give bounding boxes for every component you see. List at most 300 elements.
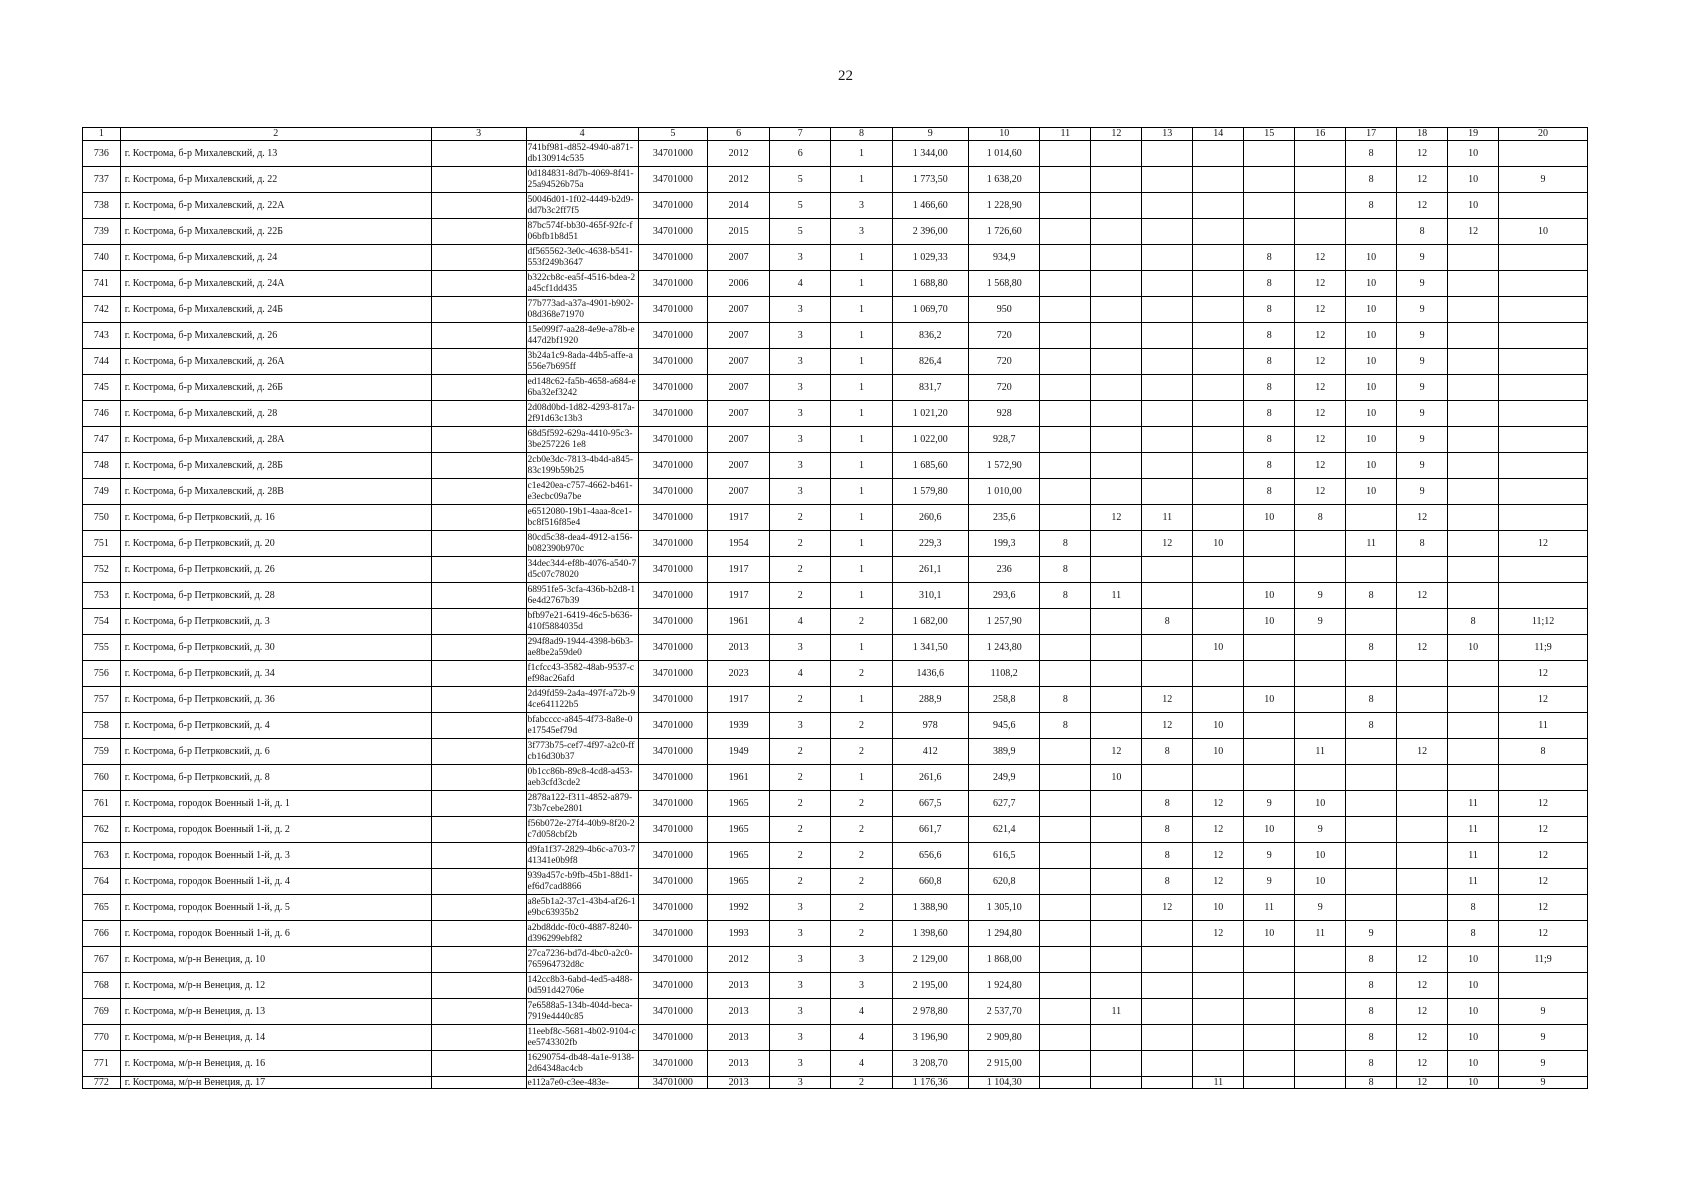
fias-code-cell: 11eebf8c-5681-4b02-9104-cee5743302fb (526, 1025, 638, 1051)
table-cell: 1965 (708, 817, 770, 843)
table-cell (1346, 557, 1397, 583)
table-cell (1040, 739, 1091, 765)
table-cell: 747 (83, 427, 121, 453)
table-cell (1091, 713, 1142, 739)
table-cell: 8 (1040, 713, 1091, 739)
table-cell: 8 (1448, 609, 1499, 635)
table-cell: 12 (1499, 661, 1588, 687)
table-cell: 763 (83, 843, 121, 869)
table-cell: 3 (831, 947, 892, 973)
table-cell: 9 (1295, 817, 1346, 843)
table-cell: 2 (831, 921, 892, 947)
table-cell: 2007 (708, 401, 770, 427)
table-cell: 2 (831, 661, 892, 687)
table-cell (1397, 661, 1448, 687)
table-cell: 9 (1244, 791, 1295, 817)
table-row (83, 453, 1588, 479)
table-cell: 10 (1448, 193, 1499, 219)
fias-code-cell: 80cd5c38-dea4-4912-a156-b082390b970c (526, 531, 638, 557)
table-cell: 5 (770, 193, 831, 219)
table-row (83, 791, 1588, 817)
table-cell: 229,3 (892, 531, 968, 557)
table-cell (1193, 505, 1244, 531)
table-cell: 8 (1244, 401, 1295, 427)
table-cell (1040, 453, 1091, 479)
table-cell: 12 (1193, 869, 1244, 895)
table-cell: 8 (1346, 167, 1397, 193)
column-header: 4 (526, 128, 638, 141)
table-cell (1193, 401, 1244, 427)
table-cell: 12 (1397, 635, 1448, 661)
table-cell: 1 572,90 (969, 453, 1040, 479)
table-cell (1142, 375, 1193, 401)
table-cell: 1 682,00 (892, 609, 968, 635)
table-cell (1142, 947, 1193, 973)
table-cell (1142, 427, 1193, 453)
table-cell: 34701000 (638, 297, 707, 323)
fias-code-cell: 27ca7236-bd7d-4bc0-a2c0-765964732d8c (526, 947, 638, 973)
table-cell (1448, 713, 1499, 739)
table-cell: 3 (831, 973, 892, 999)
table-cell: 616,5 (969, 843, 1040, 869)
table-cell (1499, 401, 1588, 427)
table-cell (1142, 635, 1193, 661)
address-cell: г. Кострома, м/р-н Венеция, д. 12 (120, 973, 431, 999)
table-cell (431, 739, 526, 765)
table-cell: 8 (1142, 609, 1193, 635)
table-cell: 8 (1040, 557, 1091, 583)
table-cell (1397, 921, 1448, 947)
table-cell (1091, 791, 1142, 817)
table-cell: 34701000 (638, 635, 707, 661)
table-cell: 12 (1295, 323, 1346, 349)
address-cell: г. Кострома, городок Военный 1-й, д. 2 (120, 817, 431, 843)
table-cell (1346, 791, 1397, 817)
table-cell: 12 (1142, 895, 1193, 921)
table-cell: 1 (831, 323, 892, 349)
fias-code-cell: a2bd8ddc-f0c0-4887-8240-d396299ebf82 (526, 921, 638, 947)
table-cell: 12 (1142, 713, 1193, 739)
fias-code-cell: b322cb8c-ea5f-4516-bdea-2a45cf1dd435 (526, 271, 638, 297)
table-cell: 2012 (708, 947, 770, 973)
table-cell: 12 (1397, 739, 1448, 765)
table-cell: 11;9 (1499, 947, 1588, 973)
table-cell (1244, 141, 1295, 167)
table-cell (431, 245, 526, 271)
table-cell: 761 (83, 791, 121, 817)
table-row (83, 661, 1588, 687)
table-cell: 1 022,00 (892, 427, 968, 453)
table-cell: 10 (1346, 349, 1397, 375)
table-cell: 9 (1295, 895, 1346, 921)
table-cell: 8 (1244, 375, 1295, 401)
table-row (83, 739, 1588, 765)
table-cell: 1 (831, 141, 892, 167)
table-row (83, 895, 1588, 921)
table-cell: 34701000 (638, 349, 707, 375)
table-cell: 1 (831, 427, 892, 453)
table-cell (1193, 271, 1244, 297)
table-cell: 768 (83, 973, 121, 999)
table-cell: 34701000 (638, 843, 707, 869)
table-cell: 2 (770, 869, 831, 895)
table-cell (1499, 323, 1588, 349)
table-cell (1091, 427, 1142, 453)
table-row (83, 271, 1588, 297)
table-cell: 34701000 (638, 869, 707, 895)
fias-code-cell: e6512080-19b1-4aaa-8ce1-bc8f516f85e4 (526, 505, 638, 531)
table-cell: 621,4 (969, 817, 1040, 843)
table-cell: 737 (83, 167, 121, 193)
table-cell: 1 (831, 401, 892, 427)
table-cell: 10 (1448, 999, 1499, 1025)
table-cell: 9 (1397, 453, 1448, 479)
table-cell (1091, 479, 1142, 505)
table-cell (1193, 245, 1244, 271)
table-row (83, 843, 1588, 869)
table-cell (1244, 661, 1295, 687)
table-cell (1448, 479, 1499, 505)
table-cell: 1 (831, 297, 892, 323)
table-cell: 746 (83, 401, 121, 427)
table-cell (1040, 1077, 1091, 1089)
table-cell: 10 (1346, 271, 1397, 297)
table-cell: 10 (1193, 713, 1244, 739)
table-cell: 2 (770, 687, 831, 713)
table-cell: 3 (831, 219, 892, 245)
fias-code-cell: 15e099f7-aa28-4e9e-a78b-e447d2bf1920 (526, 323, 638, 349)
table-cell (1142, 661, 1193, 687)
table-cell: 759 (83, 739, 121, 765)
table-cell: 3 (770, 297, 831, 323)
table-cell: 9 (1397, 323, 1448, 349)
table-cell: 2007 (708, 479, 770, 505)
table-cell: 8 (1040, 687, 1091, 713)
table-cell: 34701000 (638, 921, 707, 947)
table-cell: 8 (1142, 791, 1193, 817)
table-cell (1091, 1025, 1142, 1051)
column-header: 11 (1040, 128, 1091, 141)
fias-code-cell: 294f8ad9-1944-4398-b6b3-ae8be2a59de0 (526, 635, 638, 661)
table-cell: 12 (1397, 193, 1448, 219)
table-cell: 748 (83, 453, 121, 479)
table-cell: 1 (831, 271, 892, 297)
table-cell (1091, 141, 1142, 167)
table-cell: 928 (969, 401, 1040, 427)
table-cell (1295, 167, 1346, 193)
address-cell: г. Кострома, б-р Михалевский, д. 28А (120, 427, 431, 453)
table-cell: 8 (1142, 817, 1193, 843)
table-cell: 11 (1448, 843, 1499, 869)
table-cell: 12 (1193, 791, 1244, 817)
table-cell: 753 (83, 583, 121, 609)
fias-code-cell: 87bc574f-bb30-465f-92fc-f06bfb1b8d51 (526, 219, 638, 245)
table-cell: 9 (1397, 349, 1448, 375)
table-cell: 3 (770, 635, 831, 661)
table-cell: 11 (1448, 791, 1499, 817)
table-row (83, 999, 1588, 1025)
table-cell: 738 (83, 193, 121, 219)
fias-code-cell: c1e420ea-c757-4662-b461-e3ecbc09a7be (526, 479, 638, 505)
table-cell: 11 (1448, 817, 1499, 843)
table-cell: 934,9 (969, 245, 1040, 271)
table-cell: 3 (770, 453, 831, 479)
table-cell: 10 (1448, 973, 1499, 999)
table-cell: 11;9 (1499, 635, 1588, 661)
table-cell (431, 193, 526, 219)
table-cell: 1 (831, 375, 892, 401)
table-cell (1295, 687, 1346, 713)
table-cell: 12 (1142, 531, 1193, 557)
table-cell: 772 (83, 1077, 121, 1089)
table-cell: 755 (83, 635, 121, 661)
table-cell: 12 (1499, 531, 1588, 557)
table-cell: 9 (1499, 1025, 1588, 1051)
table-cell (1193, 427, 1244, 453)
table-cell (1448, 427, 1499, 453)
table-cell: 760 (83, 765, 121, 791)
table-cell: 8 (1142, 739, 1193, 765)
table-cell: 741 (83, 271, 121, 297)
table-cell: 11 (1499, 713, 1588, 739)
table-cell: 3 208,70 (892, 1051, 968, 1077)
table-row (83, 583, 1588, 609)
table-cell (1091, 297, 1142, 323)
table-cell: 10 (1244, 687, 1295, 713)
table-cell: 9 (1244, 869, 1295, 895)
column-header: 18 (1397, 128, 1448, 141)
table-cell (431, 791, 526, 817)
table-cell: 34701000 (638, 817, 707, 843)
table-cell: 978 (892, 713, 968, 739)
table-cell: 10 (1448, 141, 1499, 167)
table-cell: 12 (1499, 869, 1588, 895)
table-cell (1091, 947, 1142, 973)
table-row (83, 245, 1588, 271)
address-cell: г. Кострома, б-р Михалевский, д. 24 (120, 245, 431, 271)
table-cell: 389,9 (969, 739, 1040, 765)
table-cell: 752 (83, 557, 121, 583)
table-cell: 8 (1244, 323, 1295, 349)
table-cell: 1 (831, 583, 892, 609)
table-cell: 12 (1397, 999, 1448, 1025)
table-cell: 10 (1346, 375, 1397, 401)
table-cell: 2 (831, 791, 892, 817)
table-cell (431, 817, 526, 843)
table-cell (1346, 895, 1397, 921)
table-cell: 2 (831, 869, 892, 895)
table-cell: 10 (1244, 817, 1295, 843)
table-cell (431, 141, 526, 167)
fias-code-cell: 939a457c-b9fb-45b1-88d1-ef6d7cad8866 (526, 869, 638, 895)
table-cell (1193, 583, 1244, 609)
table-cell: 720 (969, 349, 1040, 375)
table-cell (1040, 635, 1091, 661)
table-cell (1346, 739, 1397, 765)
column-header: 19 (1448, 128, 1499, 141)
table-cell (1346, 661, 1397, 687)
table-cell: 34701000 (638, 713, 707, 739)
table-cell (1448, 271, 1499, 297)
address-cell: г. Кострома, городок Военный 1-й, д. 5 (120, 895, 431, 921)
table-cell (1091, 1077, 1142, 1089)
table-cell: 1 388,90 (892, 895, 968, 921)
address-cell: г. Кострома, б-р Петрковский, д. 34 (120, 661, 431, 687)
table-cell: 3 (770, 427, 831, 453)
table-cell (431, 323, 526, 349)
table-cell: 1939 (708, 713, 770, 739)
fias-code-cell: 2d08d0bd-1d82-4293-817a-2f91d63c13b3 (526, 401, 638, 427)
table-cell: 260,6 (892, 505, 968, 531)
table-row (83, 609, 1588, 635)
fias-code-cell: 68d5f592-629a-4410-95c3-3be257226 1e8 (526, 427, 638, 453)
table-cell (1244, 739, 1295, 765)
table-cell: 9 (1397, 479, 1448, 505)
table-cell: 1 (831, 349, 892, 375)
table-row (83, 817, 1588, 843)
table-cell (1499, 765, 1588, 791)
table-cell (1142, 1051, 1193, 1077)
table-cell (1346, 765, 1397, 791)
table-cell: 34701000 (638, 661, 707, 687)
column-header: 5 (638, 128, 707, 141)
table-cell: 744 (83, 349, 121, 375)
table-cell: 1 579,80 (892, 479, 968, 505)
table-row (83, 713, 1588, 739)
address-cell: г. Кострома, м/р-н Венеция, д. 17 (120, 1077, 431, 1089)
table-cell (431, 505, 526, 531)
table-cell (1346, 219, 1397, 245)
table-cell (1040, 791, 1091, 817)
table-cell: 1 398,60 (892, 921, 968, 947)
table-cell: 10 (1346, 297, 1397, 323)
table-cell (1448, 765, 1499, 791)
table-cell: 261,1 (892, 557, 968, 583)
table-cell: 1108,2 (969, 661, 1040, 687)
table-row (83, 635, 1588, 661)
table-row (83, 167, 1588, 193)
table-cell: 12 (1397, 1077, 1448, 1089)
table-cell (1295, 1077, 1346, 1089)
address-cell: г. Кострома, городок Военный 1-й, д. 1 (120, 791, 431, 817)
table-cell: 8 (1346, 1025, 1397, 1051)
table-cell: 235,6 (969, 505, 1040, 531)
table-cell: 1 243,80 (969, 635, 1040, 661)
fias-code-cell: 16290754-db48-4a1e-9138-2d64348ac4cb (526, 1051, 638, 1077)
table-cell (1040, 401, 1091, 427)
table-cell: 34701000 (638, 1077, 707, 1089)
table-cell: 1 (831, 557, 892, 583)
table-cell (1040, 323, 1091, 349)
table-cell: 1 (831, 635, 892, 661)
table-cell: 2 (831, 895, 892, 921)
table-cell: 661,7 (892, 817, 968, 843)
table-cell (1040, 219, 1091, 245)
table-cell: 766 (83, 921, 121, 947)
table-cell (1448, 453, 1499, 479)
table-cell (1091, 375, 1142, 401)
table-cell: 10 (1193, 635, 1244, 661)
address-cell: г. Кострома, городок Военный 1-й, д. 3 (120, 843, 431, 869)
table-cell (1295, 1051, 1346, 1077)
table-cell (431, 999, 526, 1025)
table-cell (1193, 479, 1244, 505)
table-cell: 1 257,90 (969, 609, 1040, 635)
fias-code-cell: 0d184831-8d7b-4069-8f41-25a94526b75a (526, 167, 638, 193)
fias-code-cell: 34dec344-ef8b-4076-a540-7d5c07c78020 (526, 557, 638, 583)
table-cell: 34701000 (638, 557, 707, 583)
table-cell: 4 (831, 1025, 892, 1051)
table-cell (1295, 999, 1346, 1025)
address-cell: г. Кострома, м/р-н Венеция, д. 13 (120, 999, 431, 1025)
table-cell (1142, 349, 1193, 375)
table-cell (431, 687, 526, 713)
address-cell: г. Кострома, б-р Михалевский, д. 13 (120, 141, 431, 167)
table-cell: 8 (1346, 999, 1397, 1025)
table-cell (1142, 453, 1193, 479)
table-cell: 10 (1448, 947, 1499, 973)
table-cell: 10 (1346, 427, 1397, 453)
table-cell (1499, 193, 1588, 219)
table-cell: 12 (1295, 401, 1346, 427)
table-row (83, 349, 1588, 375)
table-row (83, 1051, 1588, 1077)
table-cell: 1 (831, 167, 892, 193)
table-cell: 1 029,33 (892, 245, 968, 271)
table-cell: 2 (770, 557, 831, 583)
table-row (83, 505, 1588, 531)
table-cell: 8 (1142, 843, 1193, 869)
table-cell: 9 (1397, 245, 1448, 271)
table-cell: 34701000 (638, 687, 707, 713)
column-header: 6 (708, 128, 770, 141)
column-header: 7 (770, 128, 831, 141)
address-cell: г. Кострома, б-р Петрковский, д. 26 (120, 557, 431, 583)
table-cell (1091, 271, 1142, 297)
table-cell (1448, 557, 1499, 583)
table-row (83, 1025, 1588, 1051)
table-cell: 2007 (708, 375, 770, 401)
fias-code-cell: 741bf981-d852-4940-a871-db130914c535 (526, 141, 638, 167)
table-cell: 34701000 (638, 479, 707, 505)
table-cell (1142, 479, 1193, 505)
address-cell: г. Кострома, б-р Михалевский, д. 22А (120, 193, 431, 219)
table-cell: 4 (831, 999, 892, 1025)
table-row (83, 401, 1588, 427)
table-cell: 2007 (708, 245, 770, 271)
table-cell: 1965 (708, 843, 770, 869)
table-cell (1142, 219, 1193, 245)
fias-code-cell: a8e5b1a2-37c1-43b4-af26-1e9bc63935b2 (526, 895, 638, 921)
table-cell: 8 (1499, 739, 1588, 765)
table-cell (431, 1077, 526, 1089)
table-cell (1499, 375, 1588, 401)
table-cell: 9 (1397, 401, 1448, 427)
table-cell: 2013 (708, 1077, 770, 1089)
table-cell: 2007 (708, 453, 770, 479)
column-header: 10 (969, 128, 1040, 141)
table-cell (1499, 245, 1588, 271)
table-cell: 1 685,60 (892, 453, 968, 479)
table-cell (1193, 219, 1244, 245)
column-header: 3 (431, 128, 526, 141)
table-cell: 9 (1397, 375, 1448, 401)
table-cell (1448, 583, 1499, 609)
table-cell (431, 609, 526, 635)
table-row (83, 765, 1588, 791)
table-cell: 2 537,70 (969, 999, 1040, 1025)
table-cell (431, 843, 526, 869)
